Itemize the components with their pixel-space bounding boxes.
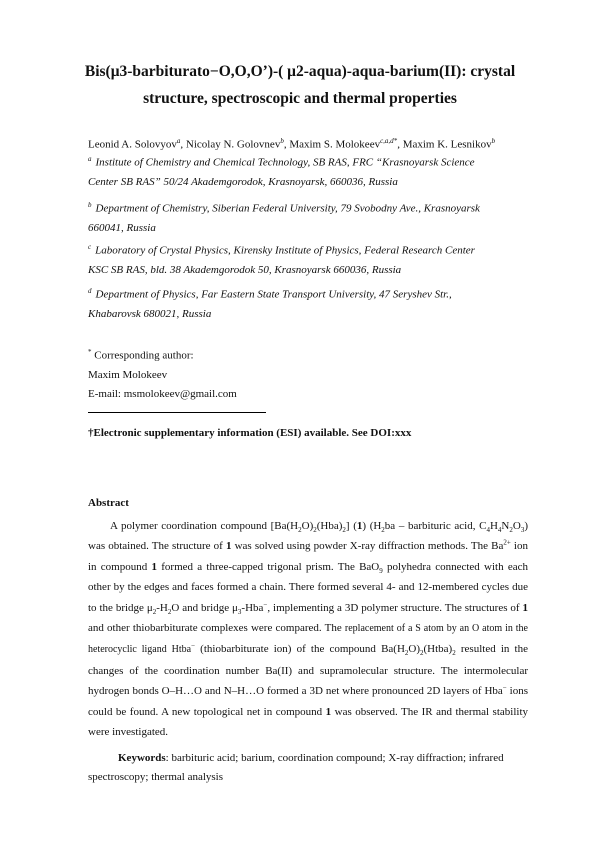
affiliation-mark: c bbox=[88, 243, 92, 251]
author-name: Leonid A. Solovyov bbox=[88, 138, 177, 151]
affiliation-line: Center SB RAS” 50/24 Akademgorodok, Krasnoyarsk, 660036, Russia bbox=[88, 175, 398, 188]
affiliation-mark: d bbox=[88, 287, 92, 295]
corresponding-label: Corresponding author: bbox=[94, 349, 194, 362]
title-line-1: Bis(μ3-barbiturato−O,O,O’)-( μ2-aqua)-aqua-barium(II): crystal bbox=[84, 63, 516, 80]
corresponding-email[interactable]: E-mail: msmolokeev@gmail.com bbox=[88, 387, 237, 400]
affiliation-mark: b bbox=[88, 201, 92, 209]
author-name: Nicolay N. Golovnev bbox=[185, 138, 281, 151]
keywords-text: : barbituric acid; barium, coordination compound; X-ray diffraction; infrared spectroscopy; thermal analysis bbox=[88, 752, 504, 783]
affiliation-b bbox=[88, 196, 528, 238]
author-affil-mark: a bbox=[176, 137, 181, 145]
keywords bbox=[88, 749, 528, 787]
affiliation-line: 660041, Russia bbox=[88, 221, 156, 234]
affiliation-line: KSC SB RAS, bld. 38 Akademgorodok 50, Krasnoyarsk 660036, Russia bbox=[88, 263, 402, 276]
esi-note: †Electronic supplementary information (ESI) available. See DOI:xxx bbox=[88, 427, 412, 439]
affiliation-line: Department of Physics, Far Eastern State Transport University, 47 Seryshev Str., bbox=[95, 288, 452, 301]
author-affil-mark: b bbox=[280, 137, 284, 145]
keywords-label: Keywords bbox=[118, 752, 166, 764]
author-affil-mark: b bbox=[491, 137, 496, 145]
corresponding-name: Maxim Molokeev bbox=[88, 368, 168, 381]
paper-title bbox=[70, 58, 530, 112]
author-name: Maxim S. Molokeev bbox=[289, 138, 381, 151]
affiliation-a bbox=[88, 150, 528, 192]
affiliation-mark: a bbox=[88, 155, 92, 163]
affiliation-line: Khabarovsk 680021, Russia bbox=[88, 307, 212, 320]
title-line-2: structure, spectroscopic and thermal properties bbox=[143, 90, 457, 107]
abstract-body: A polymer coordination compound $[Ba(H_2O)_2(Hba)_2]$ (1) ($H_2ba$ – barbituric acid, $C_4H_4N_2O_3$) was obtained. The structure of 1 was solved using powder X-ray diffraction methods. The $Ba^{2+}$ ion in compound 1 formed a three-capped trigonal prism. The BaO$_9$ polyhedra connected with each other by the edges and faces formed a chain. There formed several 4- and 12-membered cycles due to the bridge $\mu_2-H_2O$ and bridge $\mu_3-Hba^-$, implementing a 3D polymer structure. The structures of 1 and other thiobarbiturate complexes were compared. The replacement of a S atom by an O atom in the heterocyclic ligand Htba− (thiobarbiturate ion) of the compound $Ba(H_2O)_2(Htba)_2$ resulted in the changes of the coordination number Ba(II) and supramolecular structure. The intermolecular hydrogen bonds O–H…O and N–H…O formed a 3D net where pronounced 2D layers of Hba− ions could be found. A new topological net in compound 1 was observed. The IR and thermal stability were investigated. bbox=[88, 520, 529, 739]
author-name: Maxim K. Lesnikov bbox=[402, 138, 492, 151]
affiliation-line: Institute of Chemistry and Chemical Technology, SB RAS, FRC “Krasnoyarsk Science bbox=[95, 156, 475, 169]
affiliation-line: Laboratory of Crystal Physics, Kirensky Institute of Physics, Federal Research Center bbox=[95, 244, 475, 257]
corresponding-author bbox=[88, 343, 237, 404]
footnote-divider bbox=[88, 412, 266, 413]
affiliation-c bbox=[88, 238, 528, 280]
affiliation-line: Department of Chemistry, Siberian Federal University, 79 Svobodny Ave., Krasnoyarsk bbox=[95, 202, 480, 215]
author-affil-mark: c,a,d* bbox=[380, 137, 398, 145]
author-list: Leonid A. Solovyov$^a$, Nicolay N. Golovnev$^b$, Maxim S. Molokeev$^{c,a,d*}$, Maxim K. Lesnikov$^b$ bbox=[88, 137, 496, 151]
affiliation-d bbox=[88, 282, 528, 324]
abstract-heading: Abstract bbox=[88, 497, 129, 509]
corresponding-mark: * bbox=[88, 348, 92, 356]
